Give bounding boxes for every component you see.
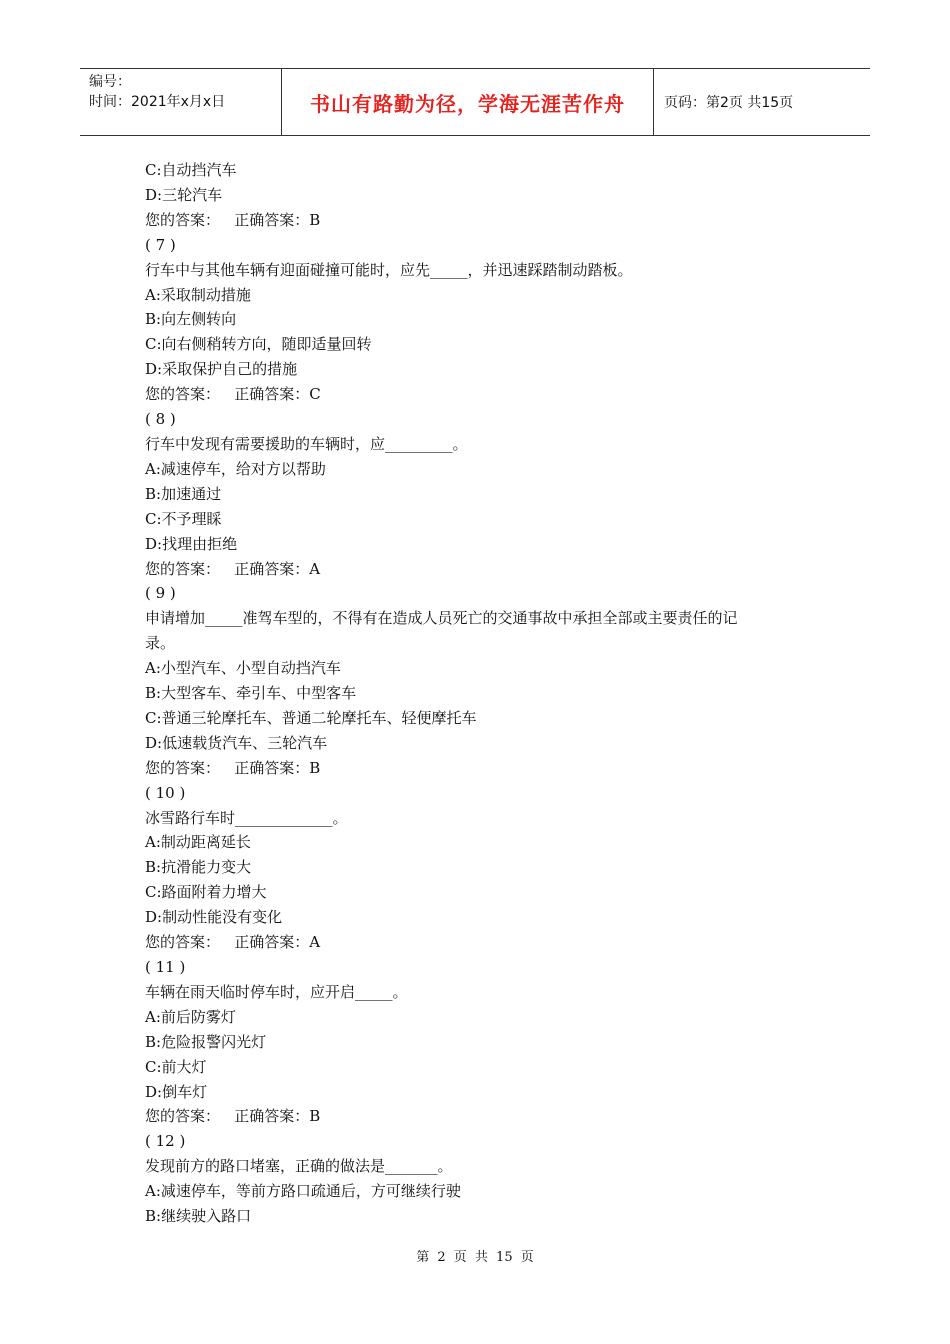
text-line: 您的答案： 正确答案：A [145, 559, 321, 578]
text-line: B:危险报警闪光灯 [145, 1032, 267, 1051]
text-line: D:找理由拒绝 [145, 534, 238, 553]
text-line: A:制动距离延长 [145, 833, 251, 852]
text-line: B:抗滑能力变大 [145, 858, 252, 877]
text-line: 录。 [145, 634, 176, 653]
text-line: A:减速停车，等前方路口疏通后，方可继续行驶 [145, 1182, 461, 1201]
text-line: A:减速停车，给对方以帮助 [145, 459, 326, 478]
text-line: D:低速载货汽车、三轮汽车 [145, 733, 328, 752]
text-line: A:采取制动措施 [145, 285, 251, 304]
text-line: 您的答案： 正确答案：C [145, 385, 321, 404]
number-label: 编号： [89, 74, 131, 90]
text-line: ( 9 ) [145, 584, 176, 603]
text-line: 冰雪路行车时_____________。 [145, 808, 348, 827]
header-page-label: 页码：第2页 共15页 [664, 95, 794, 111]
text-line: D:三轮汽车 [145, 185, 223, 204]
text-line: 行车中发现有需要援助的车辆时，应_________。 [145, 434, 468, 453]
text-line: 申请增加_____准驾车型的，不得有在造成人员死亡的交通事故中承担全部或主要责任的记 [145, 609, 738, 628]
text-line: 您的答案： 正确答案：B [145, 758, 321, 777]
text-line: C:前大灯 [145, 1057, 207, 1076]
text-line: 车辆在雨天临时停车时，应开启_____。 [145, 982, 408, 1001]
text-line: ( 11 ) [145, 958, 186, 976]
text-line: C:自动挡汽车 [145, 161, 237, 179]
question-content [145, 158, 825, 1229]
text-line: C:普通三轮摩托车、普通二轮摩托车、轻便摩托车 [145, 708, 477, 727]
text-line: 您的答案： 正确答案：A [145, 933, 321, 952]
text-line: 发现前方的路口堵塞，正确的做法是_______。 [145, 1157, 453, 1176]
text-line: C:不予理睬 [145, 509, 222, 528]
text-line: A:前后防雾灯 [145, 1007, 236, 1026]
text-line: ( 10 ) [145, 783, 186, 802]
time-label: 时间：2021年x月x日 [89, 94, 226, 110]
text-line: B:大型客车、牵引车、中型客车 [145, 684, 357, 703]
text-line: B:向左侧转向 [145, 310, 237, 329]
page-footer: 第 2 页 共 15 页 [416, 1250, 534, 1265]
text-line: 您的答案： 正确答案：B [145, 1107, 321, 1126]
header-meta [80, 69, 282, 135]
text-line: B:继续驶入路口 [145, 1207, 252, 1226]
text-line: ( 8 ) [145, 410, 176, 429]
text-line: ( 12 ) [145, 1132, 186, 1151]
text-line: 行车中与其他车辆有迎面碰撞可能时，应先_____，并迅速踩踏制动踏板。 [145, 260, 633, 279]
text-line: B:加速通过 [145, 484, 222, 503]
text-line: D:制动性能没有变化 [145, 908, 283, 927]
text-line: D:采取保护自己的措施 [145, 360, 298, 379]
text-line: 您的答案： 正确答案：B [145, 210, 321, 229]
text-line: ( 7 ) [145, 235, 176, 254]
header-motto: 书山有路勤为径，学海无涯苦作舟 [282, 69, 654, 135]
text-line: D:倒车灯 [145, 1082, 208, 1101]
page-header [80, 68, 870, 136]
text-line: C:路面附着力增大 [145, 883, 267, 902]
text-line: A:小型汽车、小型自动挡汽车 [145, 659, 341, 678]
text-line: C:向右侧稍转方向，随即适量回转 [145, 335, 372, 354]
